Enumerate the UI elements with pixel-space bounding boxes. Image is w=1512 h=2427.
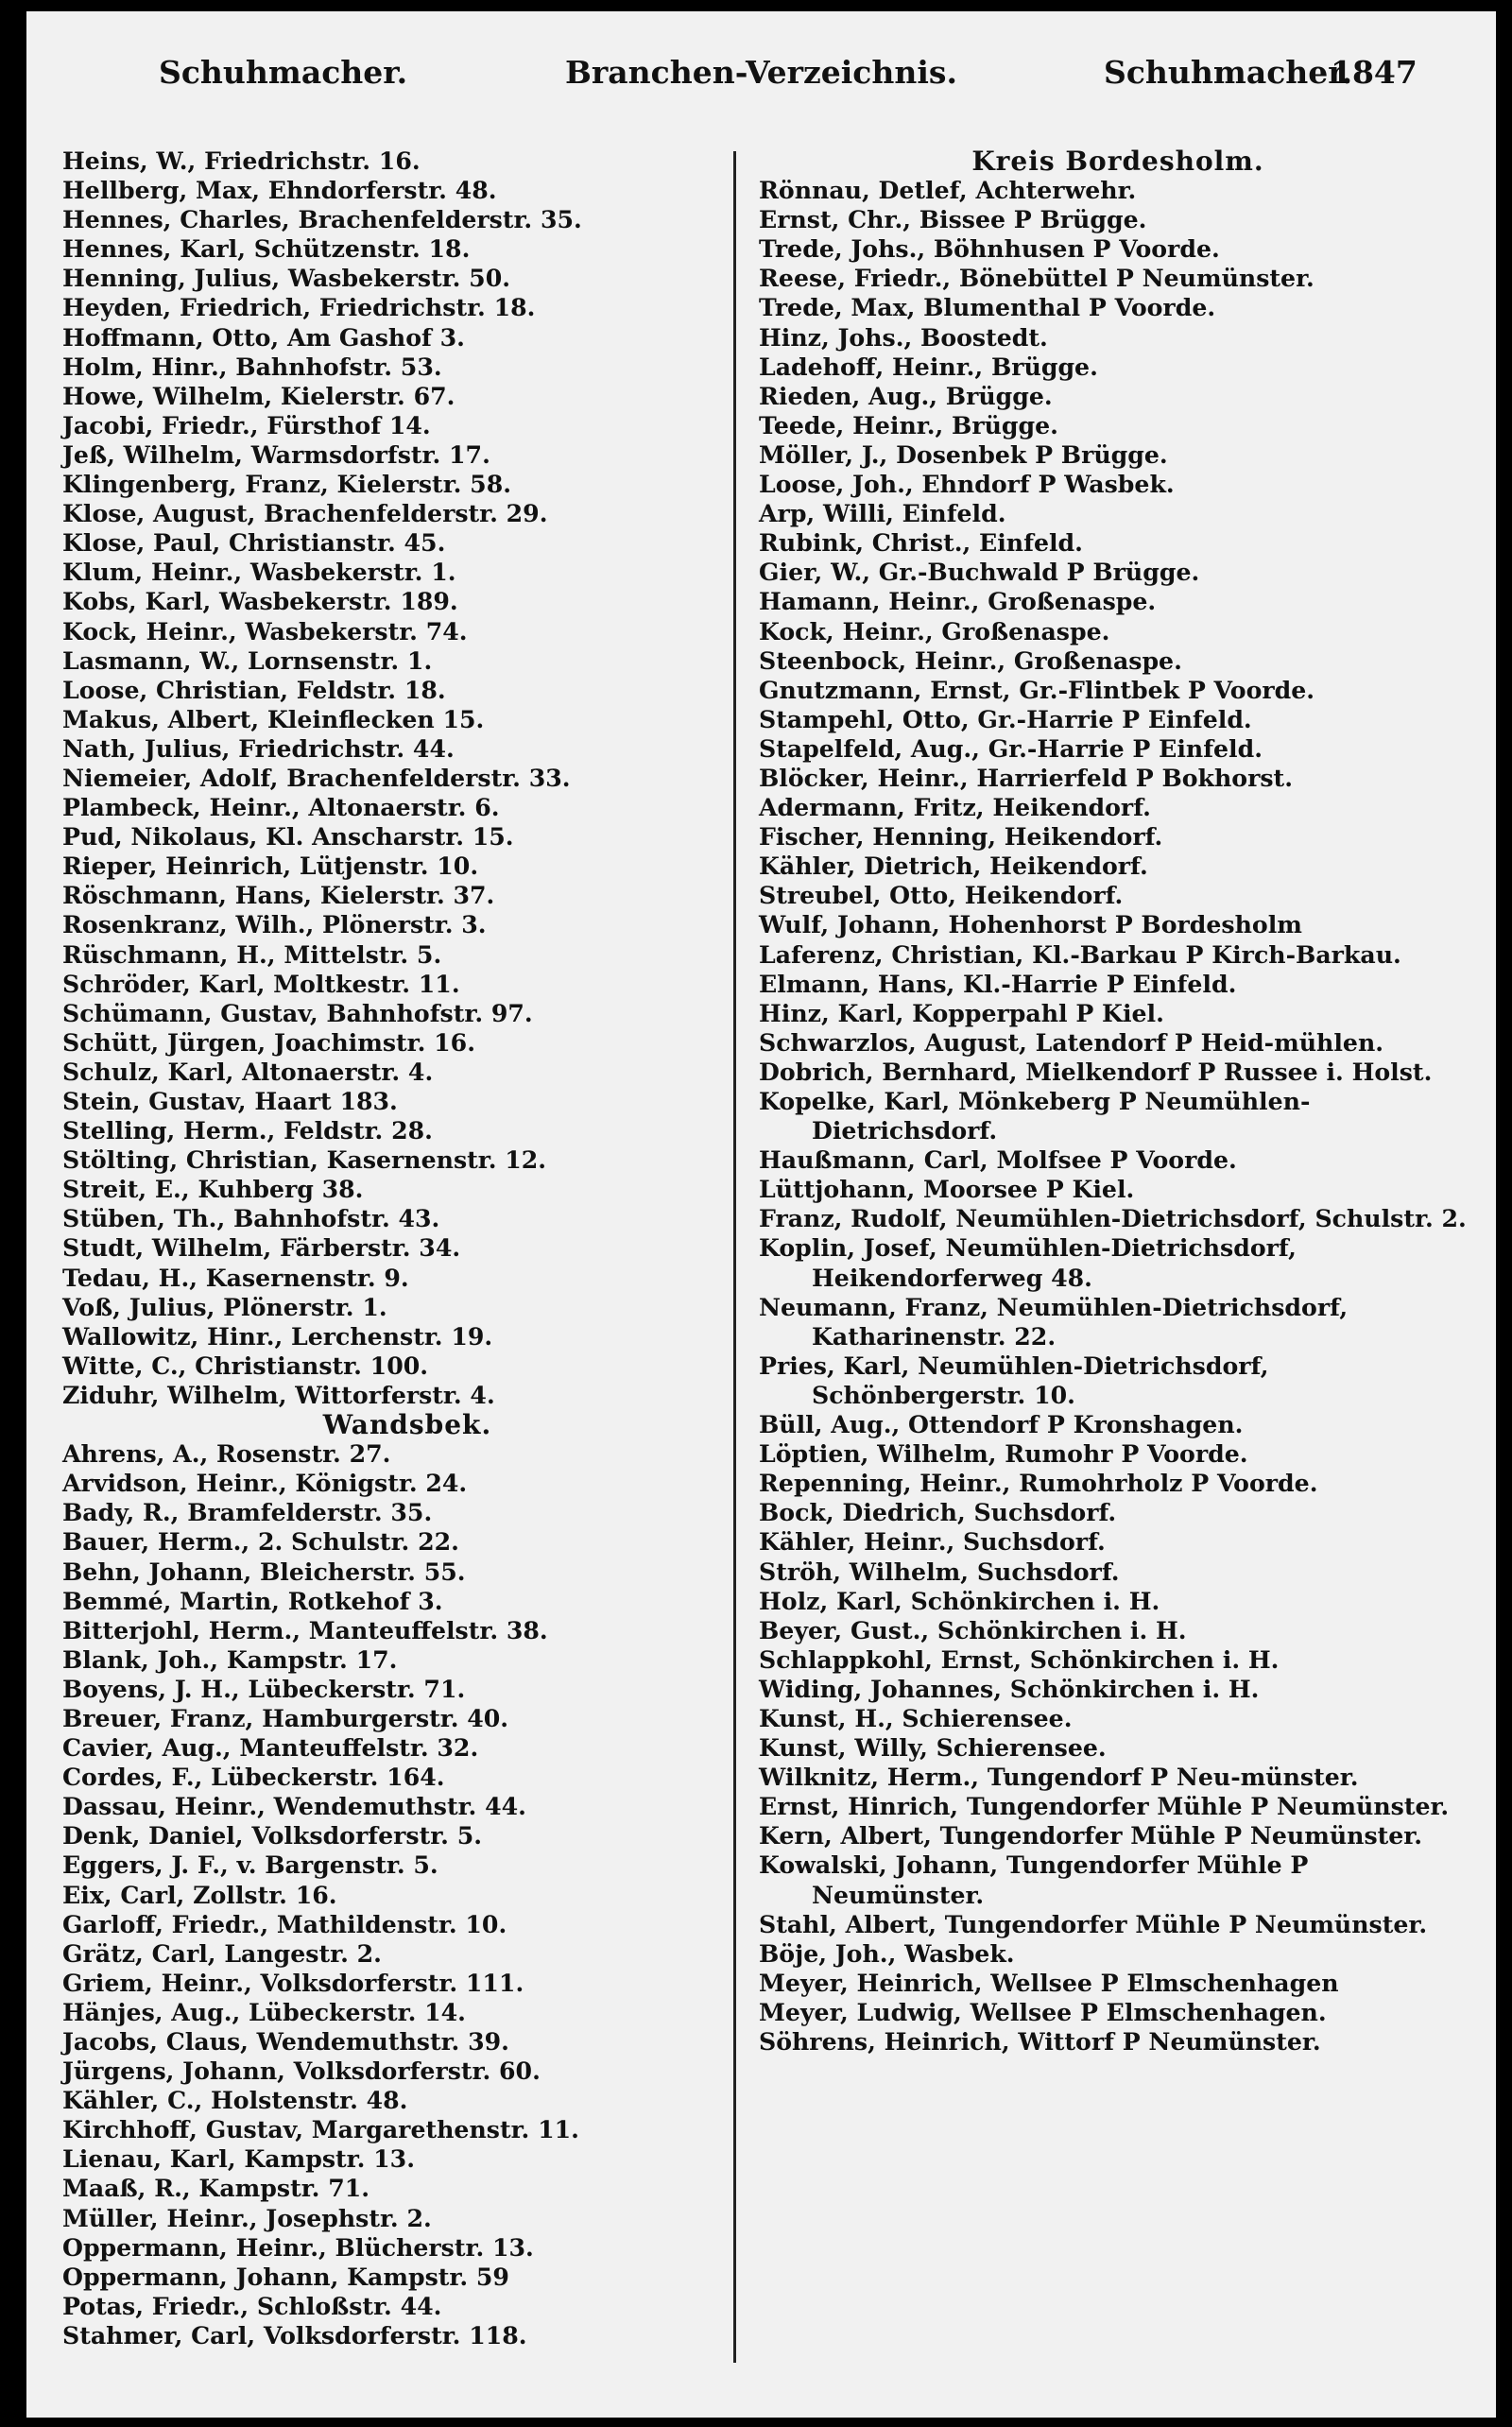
list-item: Rosenkranz, Wilh., Plönerstr. 3. xyxy=(62,910,487,939)
list-item: Hänjes, Aug., Lübeckerstr. 14. xyxy=(62,1997,466,2026)
list-item: Ströh, Wilhelm, Suchsdorf. xyxy=(759,1557,1120,1586)
list-item: Stölting, Christian, Kasernenstr. 12. xyxy=(62,1145,547,1175)
list-item: Möller, J., Dosenbek P Brügge. xyxy=(759,439,1168,469)
list-item: Heins, W., Friedrichstr. 16. xyxy=(62,146,421,175)
wandsbek-entries-list xyxy=(62,1439,714,2350)
list-item: Klingenberg, Franz, Kielerstr. 58. xyxy=(62,470,512,499)
list-item: Hinz, Johs., Boostedt. xyxy=(759,322,1048,352)
list-item: Ziduhr, Wilhelm, Wittorferstr. 4. xyxy=(62,1380,495,1409)
list-item: Wilknitz, Herm., Tungendorf P Neu-münster. xyxy=(759,1763,1359,1792)
list-item: Hinz, Karl, Kopperpahl P Kiel. xyxy=(759,998,1164,1027)
list-item: Jacobs, Claus, Wendemuthstr. 39. xyxy=(62,2027,509,2056)
list-item: Cavier, Aug., Manteuffelstr. 32. xyxy=(62,1733,479,1763)
list-item: Kowalski, Johann, Tungendorfer Mühle P Neumünster. xyxy=(759,1850,1309,1909)
list-item: Wulf, Johann, Hohenhorst P Bordesholm xyxy=(759,910,1302,939)
list-item: Bock, Diedrich, Suchsdorf. xyxy=(759,1498,1117,1527)
list-item: Adermann, Fritz, Heikendorf. xyxy=(759,793,1151,822)
list-item: Loose, Christian, Feldstr. 18. xyxy=(62,675,446,704)
list-item: Plambeck, Heinr., Altonaerstr. 6. xyxy=(62,793,500,822)
list-item: Stahl, Albert, Tungendorfer Mühle P Neumünster. xyxy=(759,1909,1428,1938)
list-item: Schlappkohl, Ernst, Schönkirchen i. H. xyxy=(759,1644,1280,1674)
list-item: Hennes, Karl, Schützenstr. 18. xyxy=(62,234,471,264)
page-number: 1847 xyxy=(1331,54,1418,91)
directory-page xyxy=(26,11,1496,2418)
page-header xyxy=(26,54,1496,106)
list-item: Kähler, Dietrich, Heikendorf. xyxy=(759,852,1148,881)
list-item: Blank, Joh., Kampstr. 17. xyxy=(62,1644,398,1674)
list-item: Stein, Gustav, Haart 183. xyxy=(62,1087,398,1115)
list-item: Rönnau, Detlef, Achterwehr. xyxy=(759,176,1137,205)
list-item: Löptien, Wilhelm, Rumohr P Voorde. xyxy=(759,1439,1248,1469)
list-item: Röschmann, Hans, Kielerstr. 37. xyxy=(62,881,495,910)
list-item: Bemmé, Martin, Rotkehof 3. xyxy=(62,1586,443,1615)
list-item: Ernst, Hinrich, Tungendorfer Mühle P Neumünster. xyxy=(759,1792,1450,1821)
section-heading-wandsbek: Wandsbek. xyxy=(322,1409,492,1441)
list-item: Söhrens, Heinrich, Wittorf P Neumünster. xyxy=(759,2027,1321,2056)
header-left-title: Schuhmacher. xyxy=(159,54,408,91)
list-item: Schütt, Jürgen, Joachimstr. 16. xyxy=(62,1027,475,1057)
list-item: Franz, Rudolf, Neumühlen-Dietrichsdorf, Schulstr. 2. xyxy=(759,1204,1467,1233)
list-item: Studt, Wilhelm, Färberstr. 34. xyxy=(62,1233,461,1263)
list-item: Hoffmann, Otto, Am Gashof 3. xyxy=(62,322,465,352)
list-item: Bitterjohl, Herm., Manteuffelstr. 38. xyxy=(62,1615,548,1644)
list-item: Stelling, Herm., Feldstr. 28. xyxy=(62,1116,433,1145)
list-item: Pries, Karl, Neumühlen-Dietrichsdorf, Schönbergerstr. 10. xyxy=(759,1351,1269,1409)
list-item: Schröder, Karl, Moltkestr. 11. xyxy=(62,969,460,998)
section-heading-kreis-bordesholm: Kreis Bordesholm. xyxy=(971,146,1264,177)
list-item: Hamann, Heinr., Großenaspe. xyxy=(759,587,1157,616)
right-column xyxy=(759,146,1477,2057)
list-item: Neumann, Franz, Neumühlen-Dietrichsdorf, Katharinenstr. 22. xyxy=(759,1292,1349,1351)
list-item: Büll, Aug., Ottendorf P Kronshagen. xyxy=(759,1410,1244,1439)
list-item: Holz, Karl, Schönkirchen i. H. xyxy=(759,1586,1160,1615)
list-item: Eggers, J. F., v. Bargenstr. 5. xyxy=(62,1850,438,1880)
list-item: Maaß, R., Kampstr. 71. xyxy=(62,2174,370,2203)
list-item: Schulz, Karl, Altonaerstr. 4. xyxy=(62,1057,434,1086)
list-item: Behn, Johann, Bleicherstr. 55. xyxy=(62,1557,466,1586)
list-item: Steenbock, Heinr., Großenaspe. xyxy=(759,645,1182,675)
list-item: Henning, Julius, Wasbekerstr. 50. xyxy=(62,264,510,293)
list-item: Beyer, Gust., Schönkirchen i. H. xyxy=(759,1615,1187,1644)
list-item: Teede, Heinr., Brügge. xyxy=(759,410,1058,439)
list-item: Dassau, Heinr., Wendemuthstr. 44. xyxy=(62,1792,526,1821)
list-item: Howe, Wilhelm, Kielerstr. 67. xyxy=(62,381,455,410)
list-item: Elmann, Hans, Kl.-Harrie P Einfeld. xyxy=(759,969,1237,998)
list-item: Witte, C., Christianstr. 100. xyxy=(62,1351,429,1380)
list-item: Oppermann, Johann, Kampstr. 59 xyxy=(62,2262,509,2291)
list-item: Denk, Daniel, Volksdorferstr. 5. xyxy=(62,1821,482,1850)
list-item: Kock, Heinr., Wasbekerstr. 74. xyxy=(62,616,468,645)
list-item: Tedau, H., Kasernenstr. 9. xyxy=(62,1263,409,1292)
list-item: Klum, Heinr., Wasbekerstr. 1. xyxy=(62,558,456,587)
header-right-title: Schuhmacher. xyxy=(1104,54,1353,91)
list-item: Schümann, Gustav, Bahnhofstr. 97. xyxy=(62,998,533,1027)
list-item: Cordes, F., Lübeckerstr. 164. xyxy=(62,1763,445,1792)
list-item: Boyens, J. H., Lübeckerstr. 71. xyxy=(62,1674,466,1703)
list-item: Widing, Johannes, Schönkirchen i. H. xyxy=(759,1674,1260,1703)
list-item: Hennes, Charles, Brachenfelderstr. 35. xyxy=(62,205,582,234)
list-item: Grätz, Carl, Langestr. 2. xyxy=(62,1938,382,1968)
list-item: Böje, Joh., Wasbek. xyxy=(759,1938,1015,1968)
list-item: Meyer, Ludwig, Wellsee P Elmschenhagen. xyxy=(759,1997,1327,2026)
list-item: Hellberg, Max, Ehndorferstr. 48. xyxy=(62,176,497,205)
list-item: Streubel, Otto, Heikendorf. xyxy=(759,881,1124,910)
list-item: Wallowitz, Hinr., Lerchenstr. 19. xyxy=(62,1321,493,1351)
list-item: Gnutzmann, Ernst, Gr.-Flintbek P Voorde. xyxy=(759,675,1315,704)
list-item: Garloff, Friedr., Mathildenstr. 10. xyxy=(62,1909,507,1938)
list-item: Stampehl, Otto, Gr.-Harrie P Einfeld. xyxy=(759,704,1252,733)
list-item: Kähler, Heinr., Suchsdorf. xyxy=(759,1527,1106,1557)
list-item: Kock, Heinr., Großenaspe. xyxy=(759,616,1110,645)
list-item: Rüschmann, H., Mittelstr. 5. xyxy=(62,939,442,969)
list-item: Ahrens, A., Rosenstr. 27. xyxy=(62,1439,391,1469)
left-entries-list xyxy=(62,146,714,1410)
list-item: Oppermann, Heinr., Blücherstr. 13. xyxy=(62,2232,534,2262)
list-item: Jürgens, Johann, Volksdorferstr. 60. xyxy=(62,2057,541,2086)
header-center-title: Branchen-Verzeichnis. xyxy=(565,54,957,91)
list-item: Potas, Friedr., Schloßstr. 44. xyxy=(62,2291,442,2320)
list-item: Jacobi, Friedr., Fürsthof 14. xyxy=(62,410,431,439)
list-item: Ernst, Chr., Bissee P Brügge. xyxy=(759,205,1147,234)
list-item: Klose, August, Brachenfelderstr. 29. xyxy=(62,499,548,528)
list-item: Repenning, Heinr., Rumohrholz P Voorde. xyxy=(759,1469,1318,1498)
list-item: Laferenz, Christian, Kl.-Barkau P Kirch-Barkau. xyxy=(759,939,1401,969)
list-item: Kunst, H., Schierensee. xyxy=(759,1703,1073,1732)
list-item: Loose, Joh., Ehndorf P Wasbek. xyxy=(759,470,1175,499)
list-item: Rieper, Heinrich, Lütjenstr. 10. xyxy=(62,852,479,881)
list-item: Kunst, Willy, Schierensee. xyxy=(759,1733,1107,1763)
list-item: Blöcker, Heinr., Harrierfeld P Bokhorst. xyxy=(759,763,1293,792)
bordesholm-entries-list xyxy=(759,176,1477,2057)
list-item: Stahmer, Carl, Volksdorferstr. 118. xyxy=(62,2320,527,2350)
list-item: Klose, Paul, Christianstr. 45. xyxy=(62,528,446,558)
list-item: Kobs, Karl, Wasbekerstr. 189. xyxy=(62,587,458,616)
list-item: Lienau, Karl, Kampstr. 13. xyxy=(62,2144,415,2174)
list-item: Lasmann, W., Lornsenstr. 1. xyxy=(62,645,433,675)
list-item: Pud, Nikolaus, Kl. Anscharstr. 15. xyxy=(62,822,514,852)
list-item: Trede, Max, Blumenthal P Voorde. xyxy=(759,293,1216,322)
list-item: Rubink, Christ., Einfeld. xyxy=(759,528,1083,558)
list-item: Holm, Hinr., Bahnhofstr. 53. xyxy=(62,352,442,381)
list-item: Jeß, Wilhelm, Warmsdorfstr. 17. xyxy=(62,439,490,469)
list-item: Rieden, Aug., Brügge. xyxy=(759,381,1053,410)
list-item: Kirchhoff, Gustav, Margarethenstr. 11. xyxy=(62,2115,579,2144)
list-item: Kern, Albert, Tungendorfer Mühle P Neumünster. xyxy=(759,1821,1423,1850)
list-item: Voß, Julius, Plönerstr. 1. xyxy=(62,1292,387,1321)
list-item: Eix, Carl, Zollstr. 16. xyxy=(62,1880,337,1909)
list-item: Ladehoff, Heinr., Brügge. xyxy=(759,352,1098,381)
list-item: Arvidson, Heinr., Königstr. 24. xyxy=(62,1469,468,1498)
list-item: Stapelfeld, Aug., Gr.-Harrie P Einfeld. xyxy=(759,733,1263,763)
column-divider xyxy=(733,151,736,2363)
list-item: Koplin, Josef, Neumühlen-Dietrichsdorf, Heikendorferweg 48. xyxy=(759,1233,1297,1292)
list-item: Kopelke, Karl, Mönkeberg P Neumühlen-Dietrichsdorf. xyxy=(759,1087,1311,1145)
list-item: Reese, Friedr., Bönebüttel P Neumünster. xyxy=(759,264,1314,293)
list-item: Schwarzlos, August, Latendorf P Heid-mühlen. xyxy=(759,1027,1384,1057)
list-item: Makus, Albert, Kleinflecken 15. xyxy=(62,704,485,733)
list-item: Kähler, C., Holstenstr. 48. xyxy=(62,2086,408,2115)
list-item: Stüben, Th., Bahnhofstr. 43. xyxy=(62,1204,440,1233)
list-item: Fischer, Henning, Heikendorf. xyxy=(759,822,1163,852)
list-item: Niemeier, Adolf, Brachenfelderstr. 33. xyxy=(62,763,571,792)
list-item: Meyer, Heinrich, Wellsee P Elmschenhagen xyxy=(759,1968,1339,1997)
list-item: Müller, Heinr., Josephstr. 2. xyxy=(62,2203,432,2232)
list-item: Bady, R., Bramfelderstr. 35. xyxy=(62,1498,433,1527)
list-item: Nath, Julius, Friedrichstr. 44. xyxy=(62,733,455,763)
list-item: Gier, W., Gr.-Buchwald P Brügge. xyxy=(759,558,1200,587)
list-item: Haußmann, Carl, Molfsee P Voorde. xyxy=(759,1145,1237,1175)
list-item: Streit, E., Kuhberg 38. xyxy=(62,1175,364,1204)
list-item: Dobrich, Bernhard, Mielkendorf P Russee i. Holst. xyxy=(759,1057,1433,1086)
list-item: Heyden, Friedrich, Friedrichstr. 18. xyxy=(62,293,536,322)
list-item: Arp, Willi, Einfeld. xyxy=(759,499,1006,528)
left-column xyxy=(62,146,714,2350)
list-item: Trede, Johs., Böhnhusen P Voorde. xyxy=(759,234,1220,264)
list-item: Griem, Heinr., Volksdorferstr. 111. xyxy=(62,1968,524,1997)
list-item: Lüttjohann, Moorsee P Kiel. xyxy=(759,1175,1135,1204)
list-item: Bauer, Herm., 2. Schulstr. 22. xyxy=(62,1527,459,1557)
list-item: Breuer, Franz, Hamburgerstr. 40. xyxy=(62,1703,509,1732)
